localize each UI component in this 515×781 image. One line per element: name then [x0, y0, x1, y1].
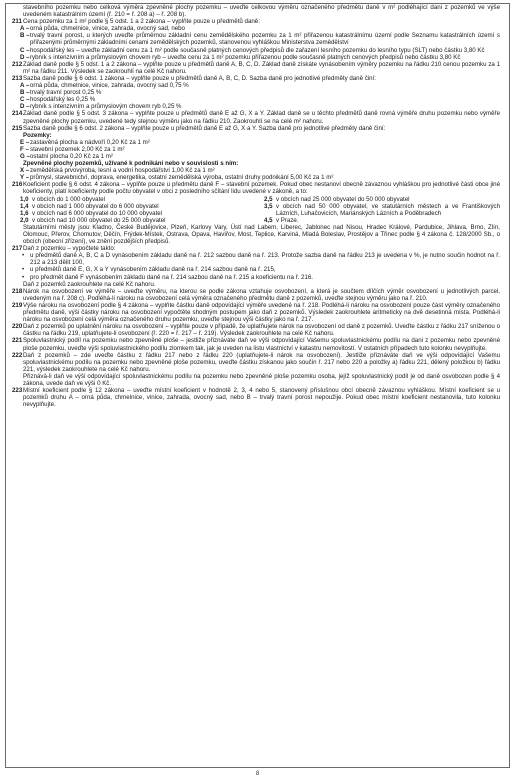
section-213 — [12, 75, 500, 82]
item-letter: Y – — [20, 174, 30, 182]
row-text: Koeficient podle § 6 odst. 4 zákona – vyplňte pouze u předmětu daně F – stavební pozemek. Pokud obec nestanoví obecně závaznou vyhláškou pro jednotlivé části obce jiné koeficienty, platí koeficienty podle počtu obyvatel v obci z posledního sčítání lidu uvedené v zákoně, a to: — [23, 181, 500, 196]
coefficient-item — [12, 210, 256, 217]
bullet-item: • u předmětů daně A, B, C a D vynásobením základu daně na ř. 212 sazbou daně na ř. 213. Protože sazba daně na řádku 213 je uvedena v %, je nutno součin hodnot na ř. 212 a 213 dělit 100, — [12, 252, 500, 266]
section-216 — [12, 181, 500, 195]
page-number: 8 — [255, 771, 260, 777]
list-item — [12, 96, 500, 103]
coefficient-table — [12, 196, 500, 224]
section-218 — [12, 288, 500, 302]
list-item — [12, 153, 500, 160]
item-text: trvalý travní porost 0,25 % — [30, 89, 102, 97]
list-item — [12, 139, 500, 146]
bullet-item: • pro předmět daně F vynásobením základu daně na ř. 214 sazbou daně na ř. 215 a koeficientu na ř. 216. — [12, 274, 500, 281]
item-letter: B – — [20, 89, 30, 97]
list-item — [12, 82, 500, 89]
coefficient-text: v obcích do 1 000 obyvatel — [32, 195, 106, 203]
coefficient-text: v obcích nad 1 000 obyvatel do 6 000 obyvatel — [32, 202, 159, 210]
coefficient-column-left — [12, 196, 256, 224]
coefficient-item — [256, 196, 500, 203]
item-letter: X – — [20, 167, 30, 175]
list-item — [12, 25, 500, 32]
item-letter: E – — [20, 138, 30, 146]
coefficient-value: 4,5 — [264, 216, 273, 224]
coefficient-text: v obcích nad 50 000 obyvatel, ve statutárních městech a ve Františkových Lázních, Luhačovicích, Mariánských Lázních a Poděbradech — [276, 202, 500, 217]
section-223 — [12, 387, 500, 408]
zpevnene-heading: Zpevněné plochy pozemků, užívané k podnikání nebo v souvislosti s ním: — [23, 160, 239, 168]
item-text: hospodářský les 0,25 % — [30, 96, 96, 104]
item-text: rybník s intenzivním a průmyslovým chovem ryb – uveďte cenu za 1 m² pozemku přiřazenou podle současně platných cenových předpisů nebo částku 3,80 Kč — [30, 53, 461, 61]
item-letter: A – — [20, 25, 30, 33]
item-letter: A – — [20, 82, 30, 90]
coefficient-item — [12, 196, 256, 203]
list-item — [12, 167, 500, 174]
item-letter: C – — [20, 96, 30, 104]
row-number: 219 — [12, 301, 23, 309]
coefficient-item — [256, 217, 500, 224]
row-number: 215 — [12, 124, 23, 132]
coefficient-value: 1,0 — [20, 195, 29, 203]
row-number: 221 — [12, 337, 23, 345]
section-219 — [12, 302, 500, 323]
coefficient-text: v obcích nad 25 000 obyvatel do 50 000 obyvatel — [276, 195, 410, 203]
coefficient-item — [256, 203, 500, 217]
item-text: rybník s intenzivním a průmyslovým chovem ryb 0,25 % — [30, 103, 182, 111]
pozemky-heading: Pozemky: — [23, 131, 52, 139]
list-item — [12, 103, 500, 110]
coefficient-text: v obcích nad 10 000 obyvatel do 25 000 obyvatel — [32, 216, 166, 224]
list-item — [12, 174, 500, 181]
coefficient-item — [12, 203, 256, 210]
list-item — [12, 47, 500, 54]
coefficient-value: 1,4 — [20, 202, 29, 210]
row-text: Cena pozemku za 1 m² podle § 5 odst. 1 a 2 zákona – vyplňte pouze u předmětů daně: — [23, 18, 260, 26]
item-text: stavební pozemek 2,00 Kč za 1 m² — [30, 145, 125, 153]
item-text: zemědělská prvovýroba, lesní a vodní hospodářství 1,00 Kč za 1 m² — [30, 167, 215, 175]
section-222 — [12, 352, 500, 373]
statutory-cities: Statutárními městy jsou Kladno, České Budějovice, Plzeň, Karlovy Vary, Ústí nad Labem, Liberec, Jablonec nad Nisou, Hradec Králové, Pardubice, Jihlava, Brno, Zlín, Olomouc, Přerov, Chomutov, Děčín, Frýdek-Místek, Ostrava, Opava, Havířov, Most, Teplice, Karviná, Mladá Boleslav, Prostějov a Třinec podle § 4 zákona č. 128/2000 Sb., o obcích (obecní zřízení), ve znění pozdějších předpisů. — [23, 223, 500, 246]
section-214 — [12, 110, 500, 124]
row-number: 216 — [12, 181, 23, 189]
item-text: ostatní plocha 0,20 Kč za 1 m² — [30, 152, 113, 160]
row-text: Sazba daně podle § 6 odst. 2 zákona – vyplňte pouze u předmětů daně E až G, X a Y. Sazba daně pro jednotlivé předměty daně činí: — [23, 124, 386, 132]
row-text: Sazba daně podle § 6 odst. 1 zákona – vyplňte pouze u předmětů daně A, B, C, D. Sazba daně pro jednotlivé předměty daně činí: — [23, 74, 376, 82]
section-220 — [12, 323, 500, 337]
row-number: 218 — [12, 287, 23, 295]
rounding-note: Daň z pozemků zaokrouhlete na celé Kč nahoru. — [23, 280, 156, 288]
item-text: průmysl, stavebnictví, doprava, energetika, ostatní zemědělská výroba, ostatní druhy podnikání 5,00 Kč za 1 m² — [30, 174, 334, 182]
item-text: trvalý travní porost, u kterých uveďte průměrnou základní cenu zemědělského pozemku za 1 m² přiřazenou katastrálnímu území podle Seznamu katastrálních území s přiřazenými průměrnými základními cenami zemědělských pozemků, stanovenou vyhláškou Ministerstva zemědělství — [30, 32, 500, 47]
row-number: 223 — [12, 387, 23, 395]
row-text: Základ daně podle § 5 odst. 3 zákona – vyplňte pouze u předmětů daně E až G, X a Y. Základ daně se u těchto předmětů daně rovná výměře druhu pozemku nebo výměře zpevněné plochy pozemku, uvedené tedy stejnou výměru jako na řádku 210. Zaokrouhlí se na celé m² nahoru. — [23, 110, 500, 125]
list-item — [12, 54, 500, 61]
section-212 — [12, 61, 500, 75]
item-text: zastavěná plocha a nádvoří 0,20 Kč za 1 m² — [30, 138, 150, 146]
bullet-item: • u předmětů daně E, G, X a Y vynásobením základu daně na ř. 214 sazbou daně na ř. 215, — [12, 266, 500, 273]
coefficient-value: 2,0 — [20, 216, 29, 224]
coefficient-column-right — [256, 196, 500, 224]
row-number: 212 — [12, 60, 23, 68]
list-item — [12, 89, 500, 96]
row-text: Výše nároku na osvobození podle § 4 zákona – vyplňte částku daně odpovídající výměře uvedené na ř. 218. Podléhá-li nároku na osvobození pouze část výměry označeného předmětu daně, výši částky nároku na osvobození vypočtěte shodným postupem jako daň z pozemků. Výsledek zaokrouhlete aritmeticky na dvě desetinná místa. Podléhá-li nároku na osvobození celá výměra označeného druhu pozemku, uveďte stejnou výši částky jako na ř. 217. — [23, 301, 500, 324]
list-item — [12, 146, 500, 153]
item-text: orná půda, chmelnice, vinice, zahrada, ovocný sad, nebo — [30, 25, 185, 33]
row-text: Daň z pozemků po uplatnění nároku na osvobození – vyplňte pouze v případě, že uplatňujete nárok na osvobození od daně z pozemků. Uveďte částku z řádku 217 sníženou o částku na řádku 219, uplatňujete-li osvobození (ř. 220 = ř. 217 – ř. 219). Výsledek zaokrouhlete na celé Kč nahoru. — [23, 323, 500, 338]
coefficient-item — [12, 217, 256, 224]
item-letter: G – — [20, 152, 30, 160]
coefficient-text: v Praze. — [276, 216, 299, 224]
list-item — [12, 32, 500, 46]
item-letter: B – — [20, 32, 30, 40]
row-number: 217 — [12, 245, 23, 253]
exempt-note: Přiznává-li daň ve výši odpovídající spoluvlastnickému podílu na pozemku nebo zpevněné ploše pozemku osoba, jejíž spoluvlastnický podíl je od daně osvobozen podle § 4 zákona, uvede daň ve výši 0 Kč. — [23, 372, 500, 387]
coefficient-text: v obcích nad 6 000 obyvatel do 10 000 obyvatel — [32, 209, 163, 217]
item-text: hospodářský les – uveďte základní cenu za 1 m² podle současně platných cenových předpisů dle zařazení lesního pozemku do lesního typu (SLT) nebo částku 3,80 Kč — [30, 46, 485, 54]
row-number: 220 — [12, 323, 23, 331]
item-letter: C – — [20, 46, 30, 54]
coefficient-value: 3,5 — [264, 202, 273, 210]
item-text: orná půda, chmelnice, vinice, zahrada, ovocný sad 0,75 % — [30, 82, 189, 90]
row-number: 222 — [12, 351, 23, 359]
row-text: Nárok na osvobození ve výměře – uveďte výměru, na kterou se podle zákona vztahuje osvobození, a která je součtem dílčích výměr osvobození u jednotlivých parcel, uvedeným na ř. 208 c). Podléhá-li nároku na osvobození celá výměra označeného předmětu daně z pozemků, uveďte stejnou výměru jako na ř. 210. — [23, 287, 500, 302]
row-text: Základ daně podle § 5 odst. 1 a 2 zákona – vyplňte pouze u předmětů daně A, B, C, D. Základ daně získáte vynásobením výměry pozemku na řádku 210 cenou pozemku za 1 m² na řádku 211. Výsledek se zaokrouhlí na celé Kč nahoru. — [23, 60, 500, 75]
section-221 — [12, 337, 500, 351]
coefficient-value: 1,6 — [20, 209, 29, 217]
row-text: Místní koeficient podle § 12 zákona – uveďte místní koeficient v hodnotě 2, 3, 4 nebo 5, stanovený příslušnou obcí obecně závaznou vyhláškou. Místní koeficient se u pozemků druhu A – orná půda, chmelnice, vinice, zahrada, ovocný sad, nebo B – trvalý travní porost nepoužije. Pokud obec místní koeficient nestanovila, tuto kolonku nevyplňujte. — [23, 387, 500, 409]
item-letter: F – — [20, 145, 29, 153]
section-217 — [12, 245, 500, 252]
section-215 — [12, 125, 500, 132]
item-letter: D – — [20, 53, 30, 61]
row-number: 214 — [12, 110, 23, 118]
row-number: 213 — [12, 74, 23, 82]
instructions-content — [12, 4, 500, 408]
intro-paragraph: stavebního pozemku nebo celková výměra zpevněné plochy pozemku – uveďte celkovou výměru označeného předmětu daně v m² podléhající dani z pozemků ve výše uvedeném katastrálním území (ř. 210 = ř. 208 a) – ř. 208 b). — [23, 4, 500, 19]
row-text: Daň z pozemku – vypočtete takto: — [23, 245, 116, 253]
section-211 — [12, 18, 500, 25]
row-text: Spoluvlastnický podíl na pozemku nebo zpevněné ploše – jestliže přiznáváte daň ve výši odpovídající Vašemu spoluvlastnickému podílu na dani z pozemku nebo zpevněné ploše pozemku, uveďte výši spoluvlastnického podílu zlomkem tak, jak je uveden na listu vlastnictví v katastru nemovitostí. V ostatních případech tuto kolonku nevyplňujte. — [23, 337, 500, 352]
row-text: Daň z pozemků – zde uveďte částku z řádku 217 nebo z řádku 220 (uplatňujete-li nárok na osvobození). Jestliže přiznáváte daň ve výši odpovídající Vašemu spoluvlastnickému podílu na pozemku nebo zpevněné ploše pozemku, uveďte částku získanou jako součin ř. 217 nebo 220 a položky a) řádku 221, dělený položkou b) řádku 221, výsledek zaokrouhlete na celé Kč nahoru. — [23, 351, 500, 373]
row-number: 211 — [12, 18, 22, 26]
item-letter: D – — [20, 103, 30, 111]
coefficient-value: 2,5 — [264, 195, 273, 203]
